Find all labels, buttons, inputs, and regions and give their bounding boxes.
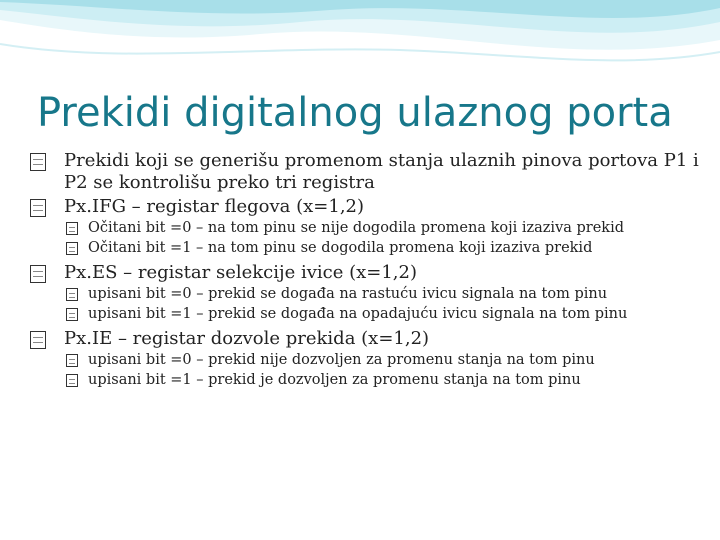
- sub-bullet-text: upisani bit =0 – prekid se događa na rastuću ivicu signala na tom pinu: [88, 286, 608, 302]
- bullet-text: Px.IE – registar dozvole prekida (x=1,2): [64, 328, 430, 349]
- missing-glyph-box-icon: [30, 265, 46, 283]
- sub-bullet-item: [64, 286, 708, 302]
- bullet-text: Px.IFG – registar flegova (x=1,2): [64, 196, 365, 217]
- missing-glyph-box-icon: [66, 354, 78, 367]
- slide-title: Prekidi digitalnog ulaznog porta: [37, 90, 673, 136]
- header-wave-decoration: [0, 0, 720, 80]
- sub-bullet-item: [64, 352, 708, 368]
- sub-bullet-text: Očitani bit =1 – na tom pinu se dogodila promena koji izaziva prekid: [88, 240, 593, 256]
- bullet-list: [28, 150, 708, 392]
- sub-bullet-text: upisani bit =1 – prekid je dozvoljen za promenu stanja na tom pinu: [88, 372, 581, 388]
- missing-glyph-box-icon: [30, 331, 46, 349]
- bullet-item: [28, 328, 708, 350]
- missing-glyph-box-icon: [30, 153, 46, 171]
- missing-glyph-box-icon: [66, 288, 78, 301]
- missing-glyph-box-icon: [66, 374, 78, 387]
- missing-glyph-box-icon: [30, 199, 46, 217]
- sub-bullet-item: [64, 220, 708, 236]
- missing-glyph-box-icon: [66, 242, 78, 255]
- sub-bullet-item: [64, 372, 708, 388]
- sub-bullet-item: [64, 306, 708, 322]
- missing-glyph-box-icon: [66, 308, 78, 321]
- bullet-item: [28, 196, 708, 218]
- sub-bullet-text: upisani bit =1 – prekid se događa na opadajuću ivicu signala na tom pinu: [88, 306, 628, 322]
- bullet-text: Px.ES – registar selekcije ivice (x=1,2): [64, 262, 418, 283]
- bullet-item: [28, 262, 708, 284]
- sub-bullet-text: Očitani bit =0 – na tom pinu se nije dogodila promena koji izaziva prekid: [88, 220, 625, 236]
- bullet-item: [28, 150, 708, 194]
- sub-bullet-item: [64, 240, 708, 256]
- sub-bullet-text: upisani bit =0 – prekid nije dozvoljen za promenu stanja na tom pinu: [88, 352, 595, 368]
- missing-glyph-box-icon: [66, 222, 78, 235]
- bullet-text: Prekidi koji se generišu promenom stanja ulaznih pinova portova P1 i P2 se kontrolišu preko tri registra: [64, 150, 699, 193]
